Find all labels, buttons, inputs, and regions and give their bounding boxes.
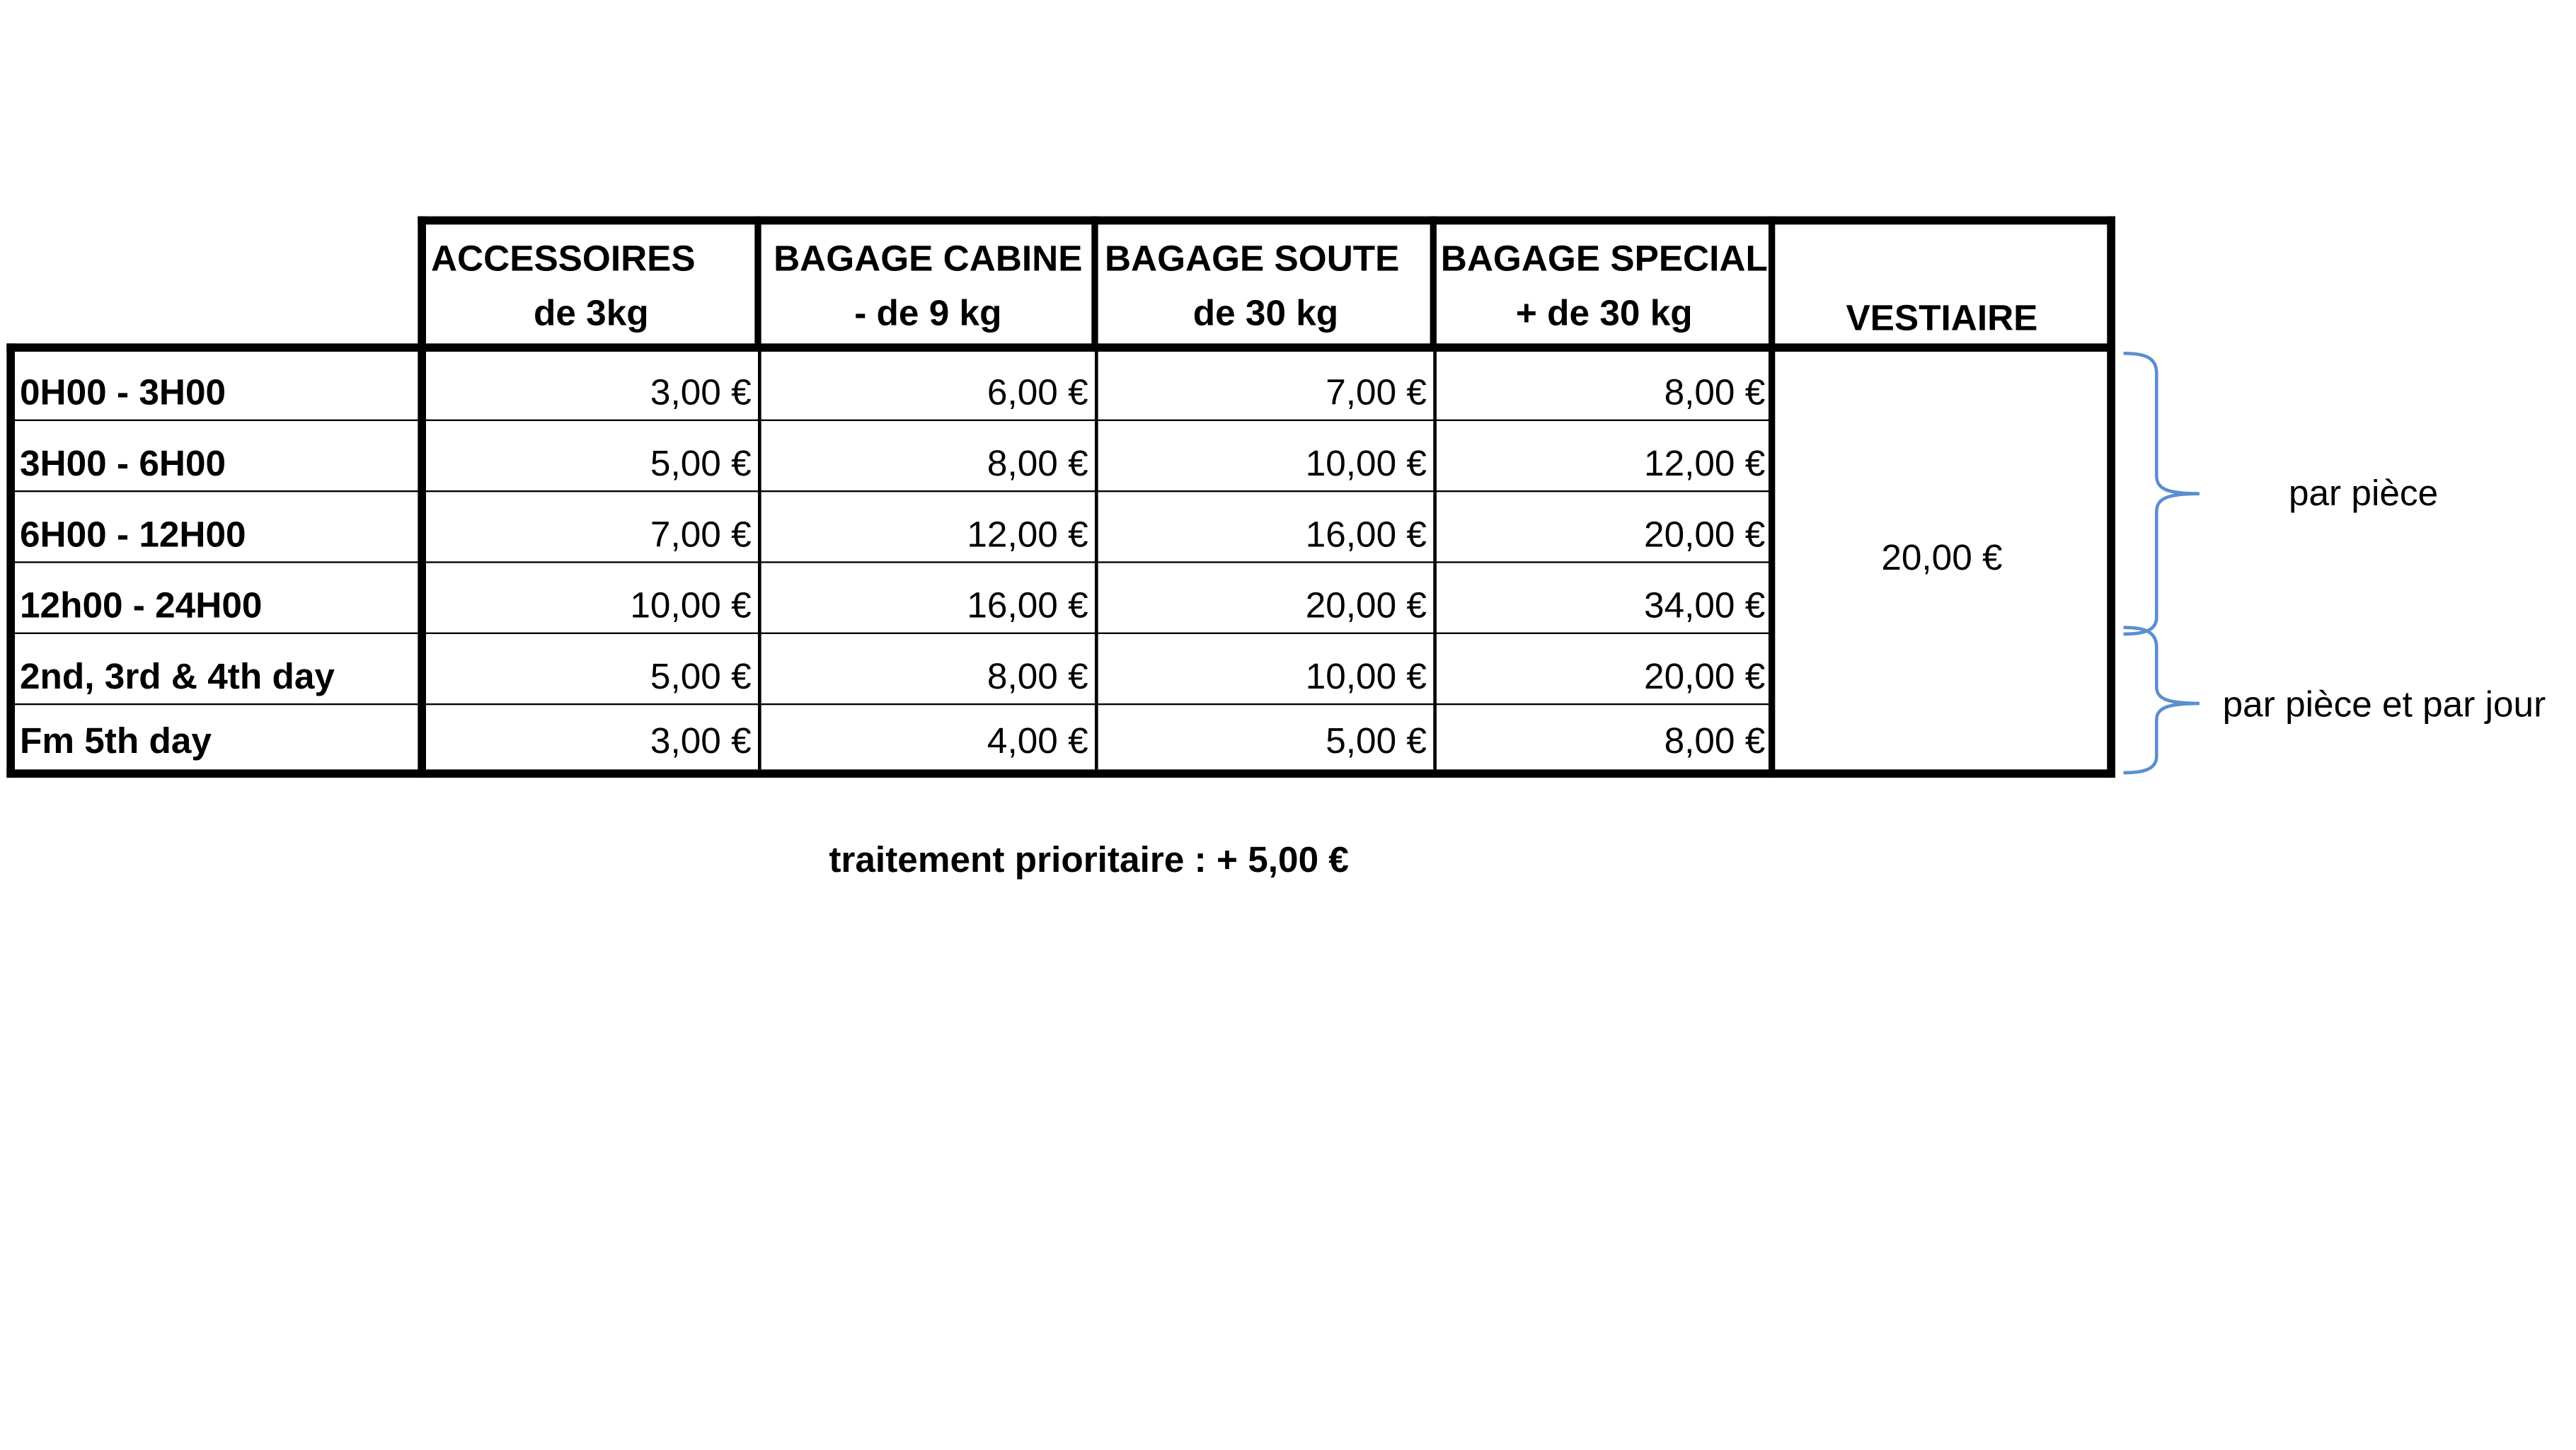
price-cell: 8,00 €	[1664, 371, 1766, 413]
header-accessoires-line1: ACCESSOIRES	[430, 237, 696, 280]
vestiaire-price-cell	[1775, 353, 2108, 769]
column-border	[754, 217, 761, 352]
header-bagage-special-line1: BAGAGE SPECIAL	[1440, 237, 1768, 280]
header-bagage-soute	[1098, 231, 1434, 347]
price-cell: 8,00 €	[1664, 720, 1766, 761]
column-divider	[758, 352, 761, 769]
column-border	[1430, 217, 1437, 352]
row-divider	[15, 703, 1769, 705]
per-piece-brace	[2120, 347, 2219, 784]
price-cell: 12,00 €	[967, 513, 1088, 555]
row-divider	[15, 490, 1769, 492]
price-cell: 34,00 €	[1644, 584, 1766, 626]
column-divider	[1095, 352, 1098, 769]
label-column-border	[418, 217, 426, 778]
header-vestiaire-line1: VESTIAIRE	[1846, 297, 2038, 339]
price-cell: 7,00 €	[650, 513, 752, 555]
priority-note: traitement prioritaire : + 5,00 €	[829, 839, 1349, 880]
table-border-right	[2107, 217, 2115, 778]
column-divider	[1433, 352, 1437, 769]
header-vestiaire	[1775, 231, 2108, 347]
price-cell: 3,00 €	[650, 720, 752, 761]
price-cell: 8,00 €	[987, 655, 1088, 697]
price-cell: 10,00 €	[1305, 442, 1427, 484]
header-vestiaire-spacer	[1775, 231, 2108, 286]
price-cell: 6,00 €	[987, 371, 1088, 413]
price-cell: 5,00 €	[1326, 720, 1427, 761]
price-cell: 10,00 €	[630, 584, 752, 626]
header-bagage-special-line2: + de 30 kg	[1515, 292, 1693, 334]
row-divider	[15, 561, 1769, 563]
header-bagage-cabine-line2: - de 9 kg	[854, 292, 1002, 334]
header-bottom-border	[6, 343, 2115, 352]
header-bagage-soute-line1: BAGAGE SOUTE	[1104, 237, 1400, 280]
column-border	[1769, 217, 1775, 778]
price-cell: 7,00 €	[1326, 371, 1427, 413]
header-bagage-special	[1437, 231, 1772, 347]
price-cell: 3,00 €	[650, 371, 752, 413]
price-cell: 20,00 €	[1644, 655, 1766, 697]
per-piece-per-day-label: par pièce et par jour	[2222, 683, 2546, 725]
header-bagage-cabine	[761, 231, 1095, 347]
price-cell: 16,00 €	[967, 584, 1088, 626]
row-label-12h-24h: 12h00 - 24H00	[19, 584, 263, 626]
per-piece-label: par pièce	[2288, 472, 2439, 514]
price-cell: 5,00 €	[650, 655, 752, 697]
header-accessoires-line2: de 3kg	[533, 292, 649, 334]
table-border-bottom	[6, 769, 2115, 778]
price-cell: 4,00 €	[987, 720, 1088, 761]
price-cell: 20,00 €	[1305, 584, 1427, 626]
column-border	[1091, 217, 1098, 352]
row-label-3h-6h: 3H00 - 6H00	[19, 442, 226, 484]
table-border-left	[6, 343, 15, 778]
price-cell: 5,00 €	[650, 442, 752, 484]
price-cell: 8,00 €	[987, 442, 1088, 484]
row-label-0h-3h: 0H00 - 3H00	[19, 371, 226, 413]
row-divider	[15, 633, 1769, 634]
row-label-6h-12h: 6H00 - 12H00	[19, 513, 246, 555]
header-bagage-soute-line2: de 30 kg	[1192, 292, 1339, 334]
row-divider	[15, 420, 1769, 421]
price-cell: 12,00 €	[1644, 442, 1766, 484]
price-cell: 20,00 €	[1644, 513, 1766, 555]
row-label-2nd-4th-day: 2nd, 3rd & 4th day	[19, 655, 335, 697]
header-bagage-cabine-line1: BAGAGE CABINE	[774, 237, 1083, 280]
header-accessoires	[425, 231, 758, 347]
table-border-top	[418, 217, 2115, 225]
vestiaire-price: 20,00 €	[1881, 536, 2003, 578]
price-cell: 16,00 €	[1305, 513, 1427, 555]
row-label-from-5th-day: Fm 5th day	[19, 720, 212, 761]
price-cell: 10,00 €	[1305, 655, 1427, 697]
